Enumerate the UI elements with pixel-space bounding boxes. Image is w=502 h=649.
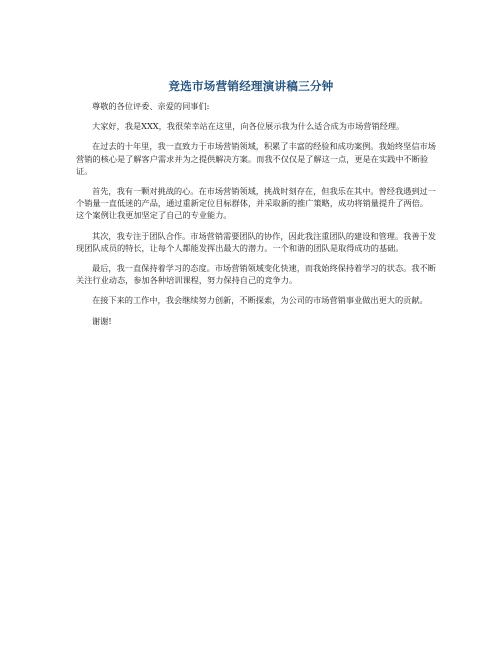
body-paragraph-teamwork: 其次，我专注于团队合作。市场营销需要团队的协作，因此我注重团队的建设和管理。我善于发现团队成员的特长，让每个人都能发挥出最大的潜力。一个和谐的团队是取得成功的基础。 [76,230,436,253]
body-paragraph-intro: 大家好，我是XXX，我很荣幸站在这里，向各位展示我为什么适合成为市场营销经理。 [92,121,405,132]
greeting-paragraph: 尊敬的各位评委、亲爱的同事们: [92,101,210,111]
body-paragraph-experience: 在过去的十年里，我一直致力于市场营销领域，积累了丰富的经验和成功案例。我始终坚信市场营销的核心是了解客户需求并为之提供解决方案。而我不仅仅是了解这一点，更是在实践中不断验证。 [76,141,436,176]
body-paragraph-challenge: 首先，我有一颗对挑战的心。在市场营销领域，挑战时刻存在，但我乐在其中。曾经我遇到过一个销量一直低迷的产品，通过重新定位目标群体，并采取新的推广策略，成功将销量提升了两倍。这个案例让我更加坚定了自己的专业能力。 [76,186,436,221]
body-paragraph-future: 在接下来的工作中，我会继续努力创新，不断探索，为公司的市场营销事业做出更大的贡献。 [92,295,428,306]
body-paragraph-learning: 最后，我一直保持着学习的态度。市场营销领域变化快速，而我始终保持着学习的状态。我不断关注行业动态，参加各种培训课程，努力保持自己的竞争力。 [76,263,436,286]
closing-paragraph: 谢谢! [92,315,112,326]
document-body [76,100,436,335]
document-title: 竞选市场营销经理演讲稿三分钟 [168,79,334,93]
